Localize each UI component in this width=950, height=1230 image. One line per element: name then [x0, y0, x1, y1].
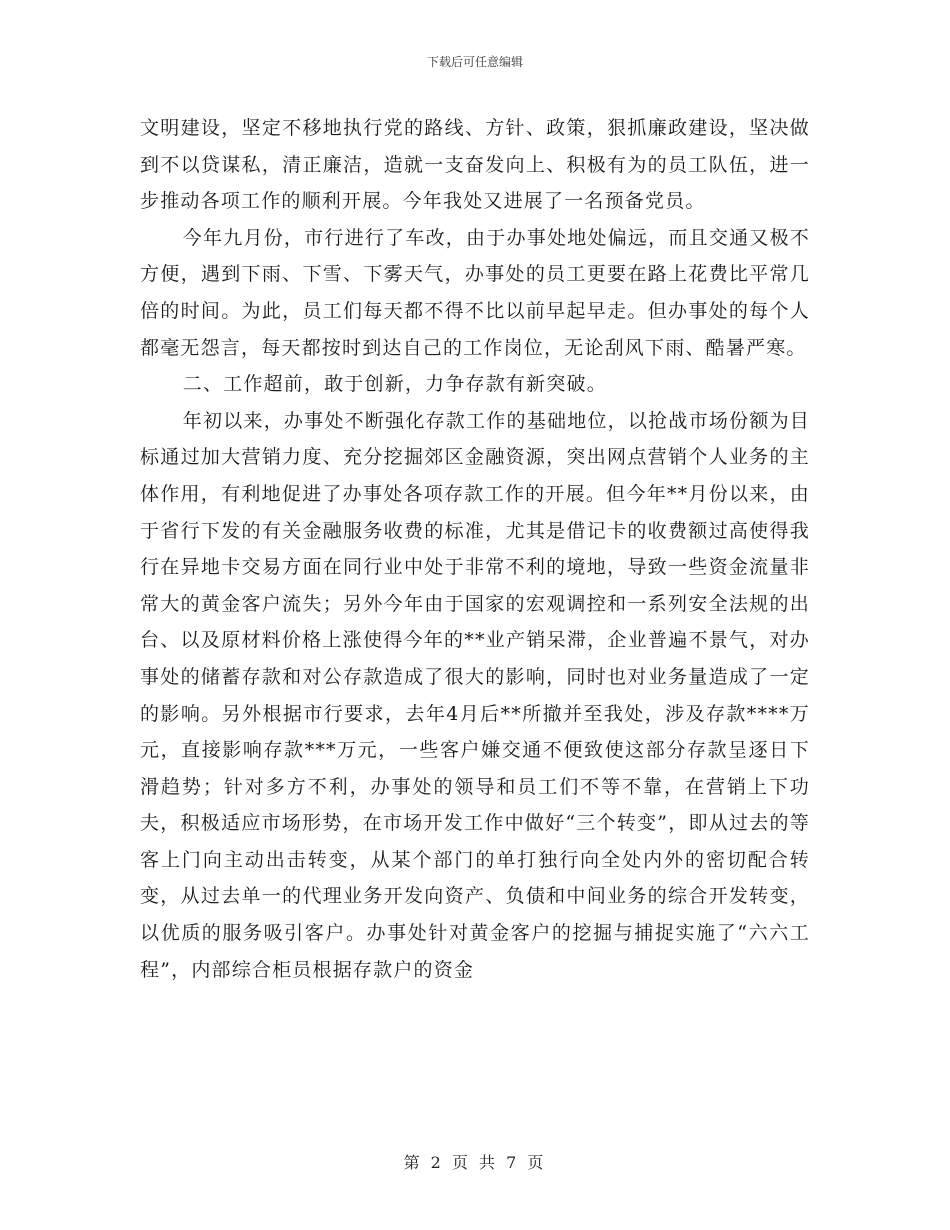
paragraph-1: 文明建设，坚定不移地执行党的路线、方针、政策，狠抓廉政建设，坚决做到不以贷谋私，清正廉洁，造就一支奋发向上、积极有为的员工队伍，进一步推动各项工作的顺利开展。今年我处又进展了一名预备党员。	[140, 117, 810, 213]
page-number: 第 2 页 共 7 页	[403, 1153, 547, 1172]
section-heading: 二、工作超前，敢于创新，力争存款有新突破。	[182, 373, 607, 396]
page-header: 下载后可任意编辑	[426, 55, 523, 69]
paragraph-3: 年初以来，办事处不断强化存款工作的基础地位，以抢战市场份额为目标通过加大营销力度、充分挖掘郊区金融资源，突出网点营销个人业务的主体作用，有利地促进了办事处各项存款工作的开展。但今年**月份以来，由于省行下发的有关金融服务收费的标准，尤其是借记卡的收费额过高使得我行在异地卡交易方面在同行业中处于非常不利的境地，导致一些资金流量非常大的黄金客户流失；另外今年由于国家的宏观调控和一系列安全法规的出台、以及原材料价格上涨使得今年的**业产销呆滞，企业普遍不景气，对办事处的储蓄存款和对公存款造成了很大的影响，同时也对业务量造成了一定的影响。另外根据市行要求，去年4月后**所撤并至我处，涉及存款****万元，直接影响存款***万元，一些客户嫌交通不便致使这部分存款呈逐日下滑趋势；针对多方不利，办事处的领导和员工们不等不靠，在营销上下功夫，积极适应市场形势，在市场开发工作中做好“三个转变”，即从过去的等客上门向主动出击转变，从某个部门的单打独行向全处内外的密切配合转变，从过去单一的代理业务开发向资产、负债和中间业务的综合开发转变，以优质的服务吸引客户。办事处针对黄金客户的挖掘与捕捉实施了“六六工程”，内部综合柜员根据存款户的资金	[140, 409, 810, 981]
paragraph-2: 今年九月份，市行进行了车改，由于办事处地处偏远，而且交通又极不方便，遇到下雨、下雪、下雾天气，办事处的员工更要在路上花费比平常几倍的时间。为此，员工们每天都不得不比以前早起早走。但办事处的每个人都毫无怨言，每天都按时到达自己的工作岗位，无论刮风下雨、酷暑严寒。	[140, 226, 810, 359]
document-body	[140, 110, 810, 988]
